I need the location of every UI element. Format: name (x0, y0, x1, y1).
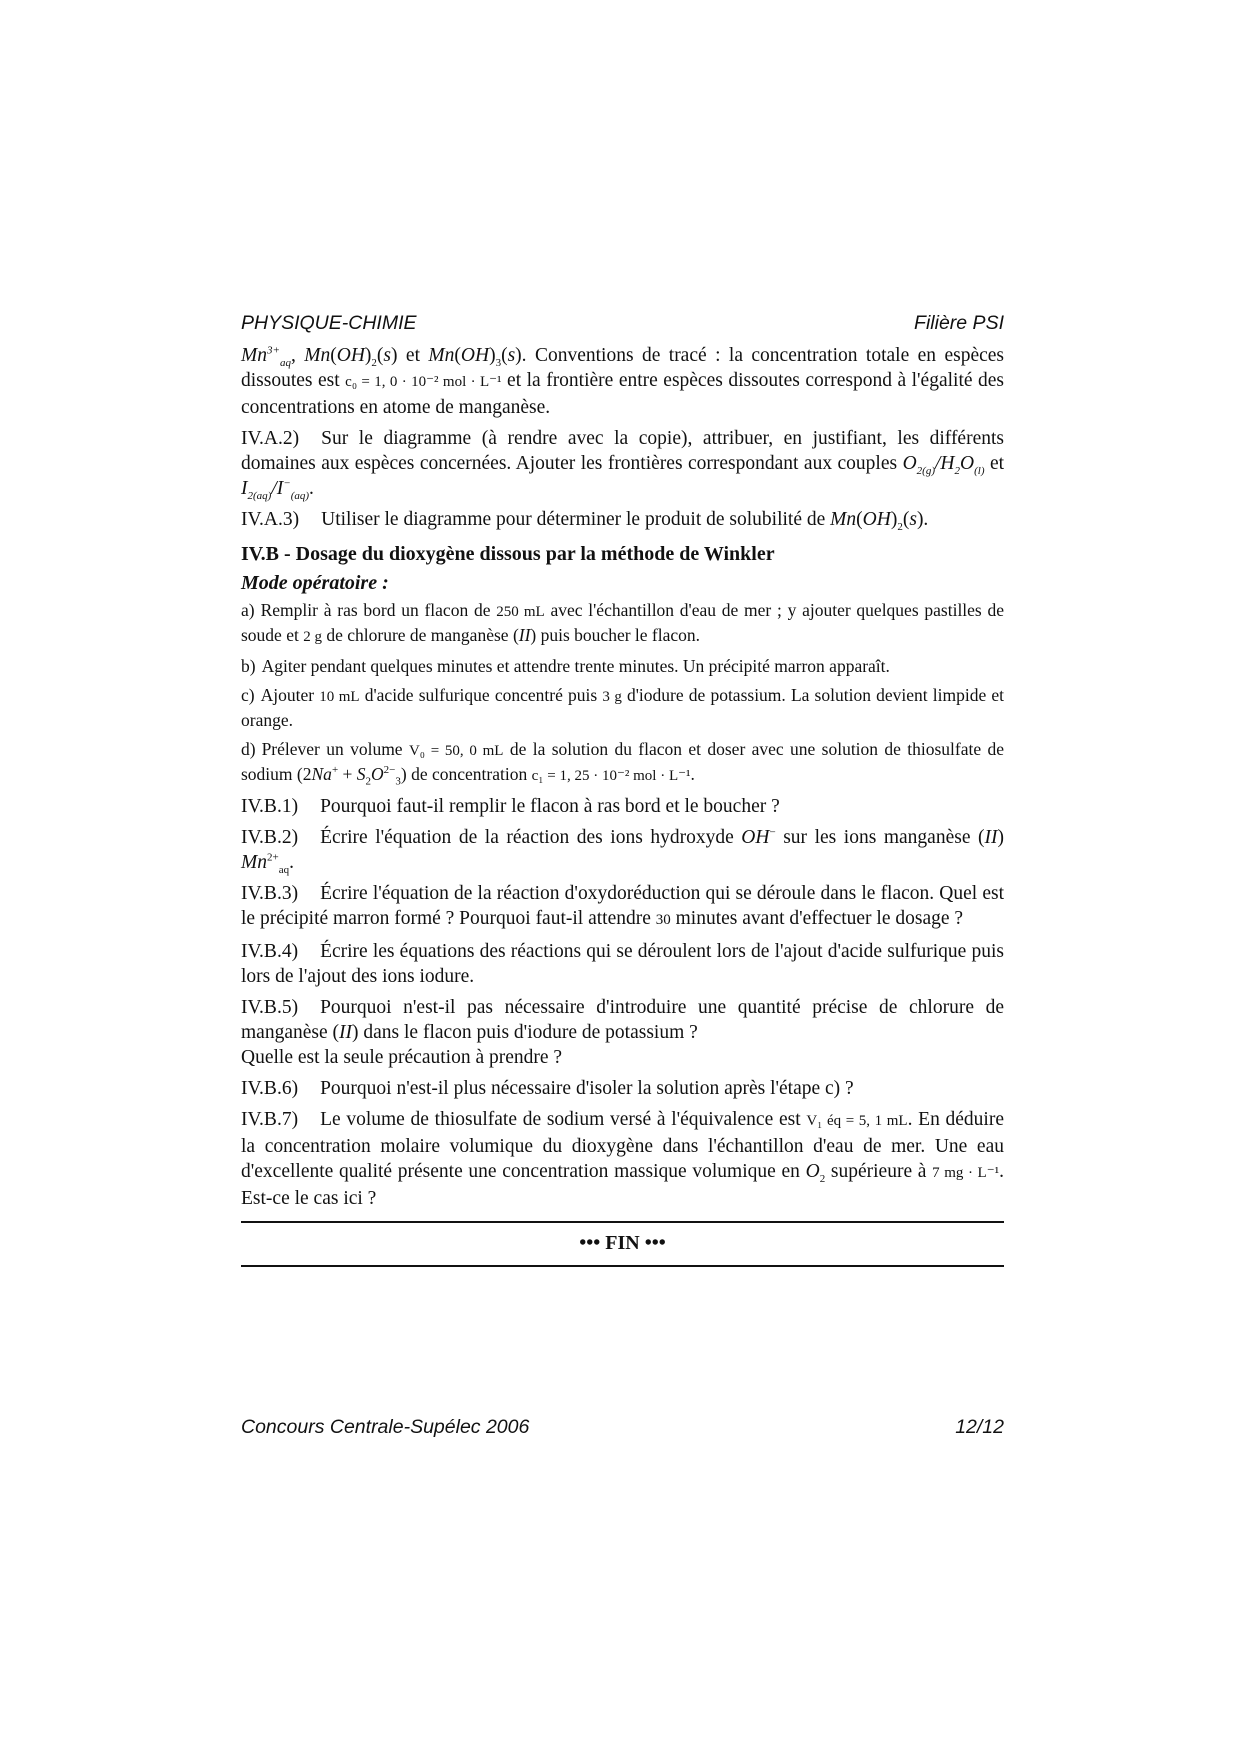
end-block (241, 1221, 1004, 1267)
subject-label: PHYSIQUE-CHIMIE (241, 312, 417, 334)
formula-mnoh2: Mn (304, 345, 331, 366)
step-c: c) Ajouter 10 mL d'acide sulfurique concentré puis 3 g d'iodure de potassium. La solution devient limpide et orange. (241, 685, 1005, 730)
step-a: a) Remplir à ras bord un flacon de 250 mL avec l'échantillon d'eau de mer ; y ajouter quelques pastilles de soude et 2 g de chlorure de manganèse (II) puis boucher le flacon. (241, 600, 1005, 645)
formula-mnoh3: Mn (428, 345, 455, 366)
formula-o2-h2o: $O_{2(g)}/H_2O_{(l)}$ (902, 453, 985, 477)
question-iv-a-3: IV.A.3) Utiliser le diagramme pour déterminer le produit de solubilité de $Mn(OH)_2(s)$. (241, 509, 929, 533)
question-iv-a-2: IV.A.2) Sur le diagramme (à rendre avec la copie), attribuer, en justifiant, les différents domaines aux espèces concernées. Ajouter les frontières correspondant aux couples $O_{2(g)}/H_2O_{(l)}$ et $I_{2(aq)}/I^-_{(aq)}$. (241, 428, 1005, 502)
section-subtitle: Mode opératoire : (241, 572, 389, 594)
step-b: b) Agiter pendant quelques minutes et attendre trente minutes. Un précipité marron apparaît. (241, 656, 890, 676)
question-iv-b-1: IV.B.1) Pourquoi faut-il remplir le flacon à ras bord et le boucher ? (241, 796, 780, 817)
c0-value: c₀ = 1, 0 · 10⁻² mol · L⁻¹ (345, 374, 502, 390)
question-iv-b-2: IV.B.2) Écrire l'équation de la réaction des ions hydroxyde OH− sur les ions manganèse (II) $Mn^{2+}_{aq}$. (241, 826, 1005, 876)
formula-mn3: $Mn^{3+}_{aq}$ (241, 344, 291, 369)
page-number: 12/12 (955, 1416, 1004, 1438)
document-body (241, 343, 1004, 1211)
fin-marker: ••• FIN ••• (579, 1232, 666, 1254)
page-header (241, 312, 1004, 335)
question-iv-b-6: IV.B.6) Pourquoi n'est-il plus nécessaire d'isoler la solution après l'étape c) ? (241, 1078, 854, 1099)
page-content (241, 312, 1004, 1267)
track-label: Filière PSI (914, 312, 1004, 334)
intro-paragraph: $Mn^{3+}_{aq}$, $Mn(OH)_2(s)$ et $Mn(OH)_3(s)$. Conventions de tracé : la concentration totale en espèces dissoutes est c₀ = 1, 0 · 10⁻² mol · L⁻¹ et la frontière entre espèces dissoutes correspond à l'égalité des concentrations en atome de manganèse. (241, 344, 1005, 418)
question-iv-b-7: IV.B.7) Le volume de thiosulfate de sodium versé à l'équivalence est V₁ éq = 5, 1 mL. En déduire la concentration molaire volumique du dioxygène dans l'échantillon d'eau de mer. Une eau d'excellente qualité présente une concentration massique volumique en $O_2$ supérieure à 7 mg · L⁻¹. Est-ce le cas ici ? (241, 1109, 1005, 1209)
contest-label: Concours Centrale-Supélec 2006 (241, 1416, 530, 1438)
divider-bottom (241, 1265, 1004, 1267)
formula-mnoh2-b: Mn (830, 509, 857, 530)
section-title: IV.B - Dosage du dioxygène dissous par la méthode de Winkler (241, 543, 775, 565)
formula-i2-i: $I_{2(aq)}/I^-_{(aq)}$ (241, 477, 310, 502)
step-d: d) Prélever un volume V₀ = 50, 0 mL de la solution du flacon et doser avec une solution de thiosulfate de sodium $(2Na^+ + S_2O^{2-}_3)$ de concentration c₁ = 1, 25 · 10⁻² mol · L⁻¹. (241, 739, 1005, 788)
question-iv-b-3: IV.B.3) Écrire l'équation de la réaction d'oxydoréduction qui se déroule dans le flacon. Quel est le précipité marron formé ? Pourquoi faut-il attendre 30 minutes avant d'effectuer le dosage ? (241, 883, 1004, 929)
question-iv-b-5: IV.B.5) Pourquoi n'est-il pas nécessaire d'introduire une quantité précise de chlorure de manganèse (II) dans le flacon puis d'iodure de potassium ? Quelle est la seule précaution à prendre ? (241, 997, 1004, 1068)
formula-thiosulfate: $(2Na^+ + S_2O^{2-}_3)$ (296, 764, 407, 788)
question-iv-b-4: IV.B.4) Écrire les équations des réactions qui se déroulent lors de l'ajout d'acide sulfurique puis lors de l'ajout des ions iodure. (241, 941, 1004, 987)
page-footer (241, 1416, 1004, 1439)
